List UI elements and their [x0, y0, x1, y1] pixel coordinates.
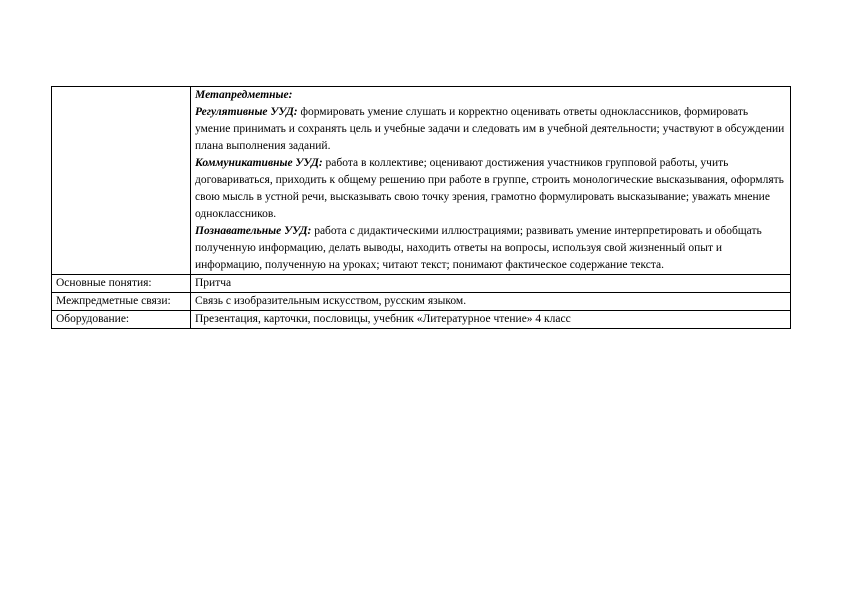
interdisciplinary-value: Связь с изобразительным искусством, русским языком.	[191, 293, 791, 311]
equipment-value: Презентация, карточки, пословицы, учебник «Литературное чтение» 4 класс	[191, 311, 791, 329]
empty-label-cell	[52, 87, 191, 275]
basic-concepts-value: Притча	[191, 275, 791, 293]
basic-concepts-label: Основные понятия:	[52, 275, 191, 293]
metasubject-heading: Метапредметные:	[195, 89, 293, 101]
regulatory-text: формировать умение слушать и корректно оценивать ответы одноклассников, формировать умение принимать и сохранять цель и учебные задачи и следовать им в учебной деятельности; участвуют в обсуждении плана выполнения заданий.	[195, 106, 785, 152]
regulatory-label: Регулятивные УУД:	[195, 106, 298, 118]
table-row	[52, 275, 791, 293]
interdisciplinary-label: Межпредметные связи:	[52, 293, 191, 311]
table-row	[52, 293, 791, 311]
regulatory-paragraph	[195, 104, 786, 155]
equipment-label: Оборудование:	[52, 311, 191, 329]
table-row	[52, 87, 791, 275]
communicative-text: работа в коллективе; оценивают достижения участников групповой работы, учить договариваться, приходить к общему решению при работе в группе, строить монологические высказывания, оформлять свою мысль в устной речи, высказывать свою точку зрения, грамотно формулировать высказывание; уважать мнение одноклассников.	[195, 157, 784, 220]
lesson-plan-table	[51, 86, 791, 329]
communicative-label: Коммуникативные УУД:	[195, 157, 323, 169]
table-row	[52, 311, 791, 329]
cognitive-label: Познавательные УУД:	[195, 225, 312, 237]
metasubject-cell	[191, 87, 791, 275]
cognitive-text: работа с дидактическими иллюстрациями; развивать умение интерпретировать и обобщать полученную информацию, делать выводы, находить ответы на вопросы, используя свой жизненный опыт и информацию, полученную на уроках; читают текст; понимают фактическое содержание текста.	[195, 225, 762, 271]
communicative-paragraph	[195, 155, 786, 223]
cognitive-paragraph	[195, 223, 786, 274]
